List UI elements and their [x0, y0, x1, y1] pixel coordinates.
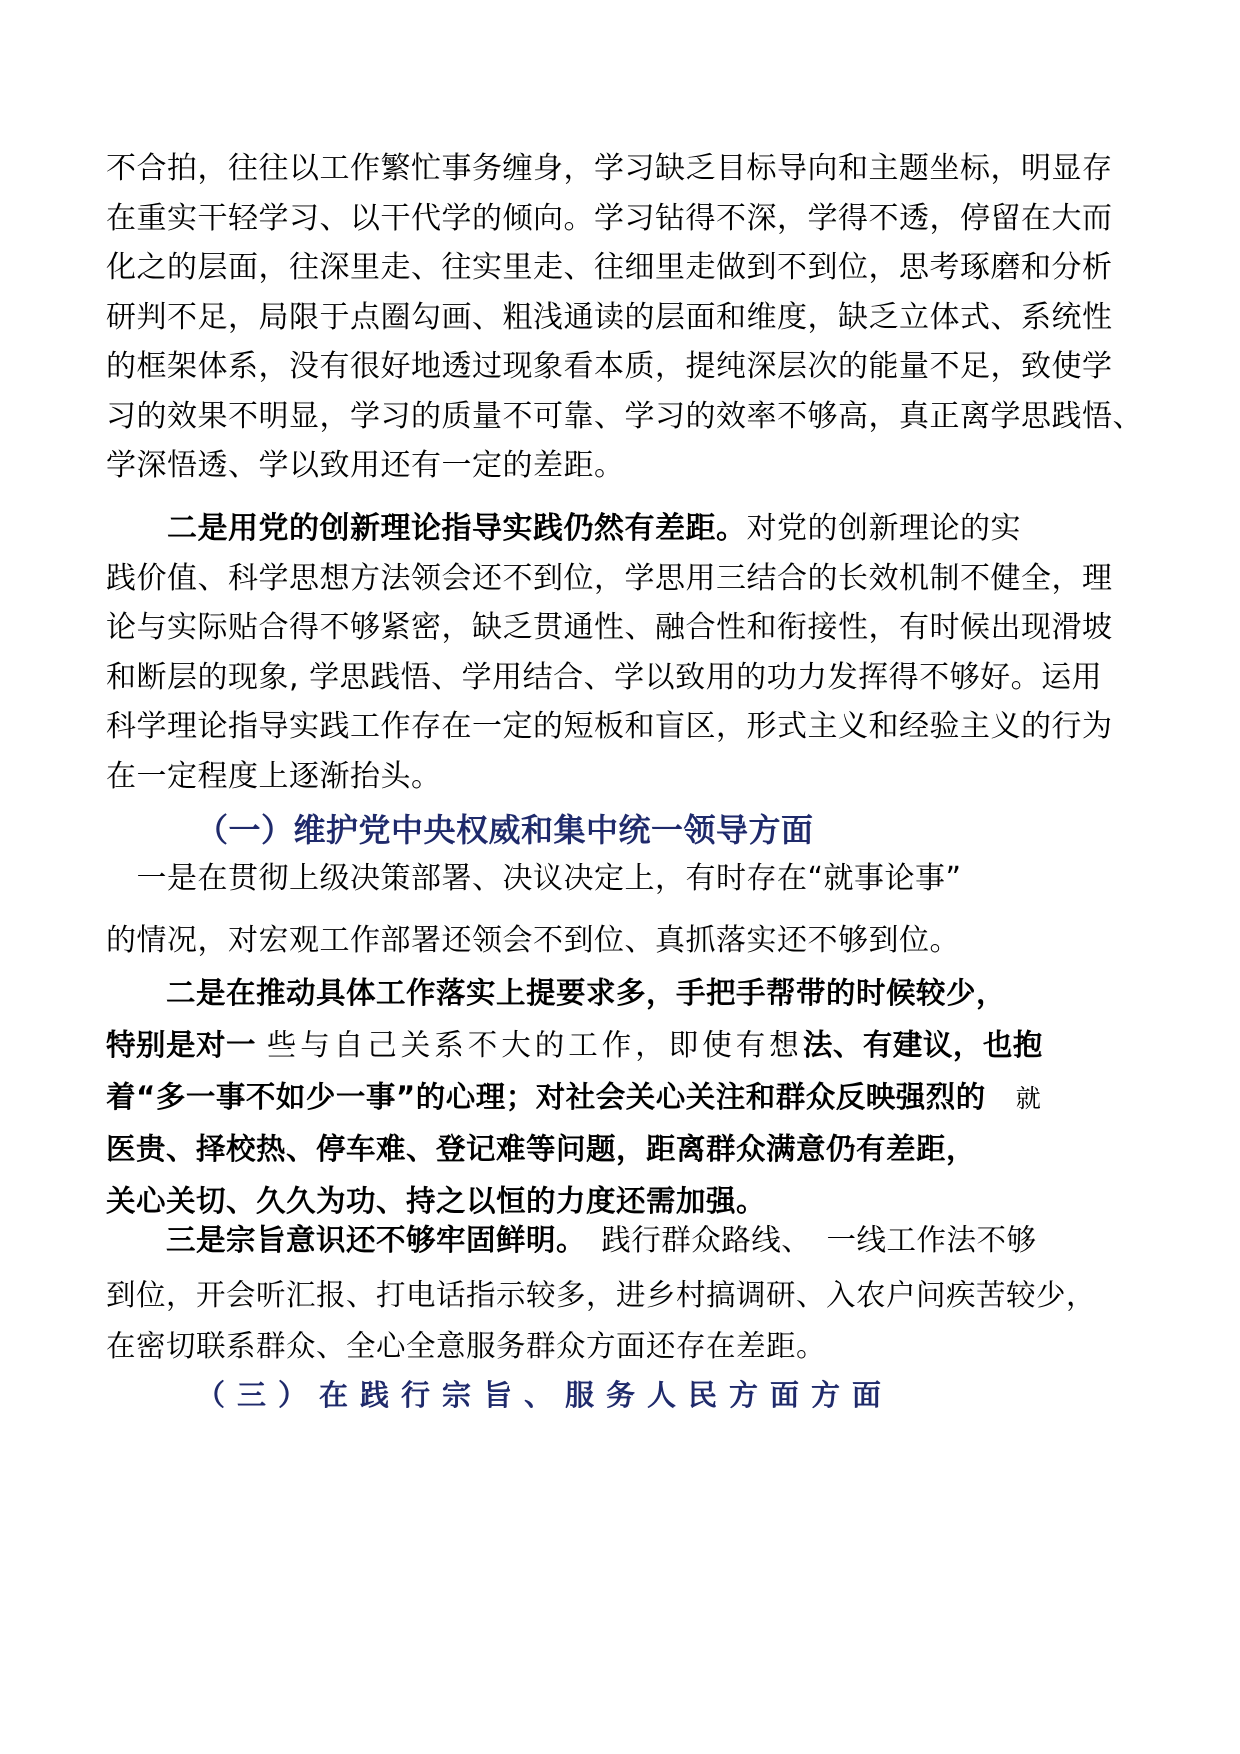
text-segment: 着“多一事不如少一事”的心理；对社会关心关注和群众反映强烈的: [106, 1080, 986, 1114]
text-line: 研判不足，局限于点圈勾画、粗浅通读的层面和维度，缺乏立体式、系统性: [106, 299, 1113, 335]
text-line: 一是在贯彻上级决策部署、决议决定上，有时存在“就事论事”: [106, 861, 962, 896]
text-line: 和断层的现象, 学思践悟、学用结合、学以致用的功力发挥得不够好。运用: [106, 659, 1103, 695]
text-line: 的框架体系，没有很好地透过现象看本质，提纯深层次的能量不足，致使学: [106, 349, 1113, 384]
paragraph-theory-practice: [106, 504, 1156, 801]
paragraph-lead-rest: 对党的创新理论的实: [746, 511, 1021, 546]
section-heading-3: （三）在践行宗旨、服务人民方面方面: [196, 1378, 894, 1412]
paragraph-study-shortcomings: [106, 144, 1156, 491]
paragraph-decision-implementation: [106, 853, 1156, 967]
text-line: 论与实际贴合得不够紧密，缺乏贯通性、融合性和衔接性，有时候出现滑坡: [106, 610, 1113, 645]
text-segment: 特别是对一: [106, 1028, 257, 1062]
text-line: 医贵、择校热、停车难、登记难等问题，距离群众满意仍有差距，: [106, 1132, 977, 1166]
paragraph-work-implementation: [106, 967, 1156, 1227]
text-line: 不合拍，往往以工作繁忙事务缠身，学习缺乏目标导向和主题坐标，明显存: [106, 151, 1113, 186]
text-segment: 就: [1015, 1084, 1042, 1113]
text-line: 在重实干轻学习、以干代学的倾向。学习钻得不深，学得不透，停留在大而: [106, 200, 1113, 236]
text-line: 的情况，对宏观工作部署还领会不到位、真抓落实还不够到位。: [106, 923, 960, 958]
text-line: 习的效果不明显，学习的质量不可靠、学习的效率不够高，真正离学思践悟、: [106, 398, 1143, 434]
paragraph-lead-bold: 二是用党的创新理论指导实践仍然有差距。: [167, 511, 747, 546]
text-segment: 法、有建议，也抱: [802, 1028, 1043, 1062]
text-line: 在密切联系群众、全心全意服务群众方面还存在差距。: [106, 1329, 827, 1363]
text-line: 学深悟透、学以致用还有一定的差距。: [106, 448, 625, 483]
text-line: 在一定程度上逐渐抬头。: [106, 758, 442, 794]
text-line: 二是在推动具体工作落实上提要求多，手把手帮带的时候较少，: [106, 976, 1007, 1010]
paragraph-lead-rest: 践行群众路线、 一线工作法不够: [571, 1223, 1037, 1257]
paragraph-lead-bold: 三是宗旨意识还不够牢固鲜明。: [106, 1223, 572, 1257]
text-line: [106, 1019, 1156, 1071]
text-line: [106, 1215, 1156, 1266]
paragraph-purpose-awareness: [106, 1215, 1156, 1372]
text-line: 科学理论指导实践工作存在一定的短板和盲区，形式主义和经验主义的行为: [106, 709, 1113, 744]
section-heading-1: （一）维护党中央权威和集中统一领导方面: [196, 811, 814, 849]
text-line: [106, 1071, 1156, 1123]
text-line: 到位，开会听汇报、打电话指示较多，进乡村搞调研、入农户问疾苦较少，: [106, 1278, 1097, 1312]
text-line: 化之的层面，往深里走、往实里走、往细里走做到不到位，思考琢磨和分析: [106, 250, 1113, 285]
text-line: [106, 504, 1156, 554]
text-segment: 些与自己关系不大的工作，即使有想: [266, 1028, 803, 1062]
text-line: 关心关切、久久为功、持之以恒的力度还需加强。: [106, 1184, 767, 1218]
text-line: 践价值、科学思想方法领会还不到位，学思用三结合的长效机制不健全，理: [106, 560, 1113, 596]
